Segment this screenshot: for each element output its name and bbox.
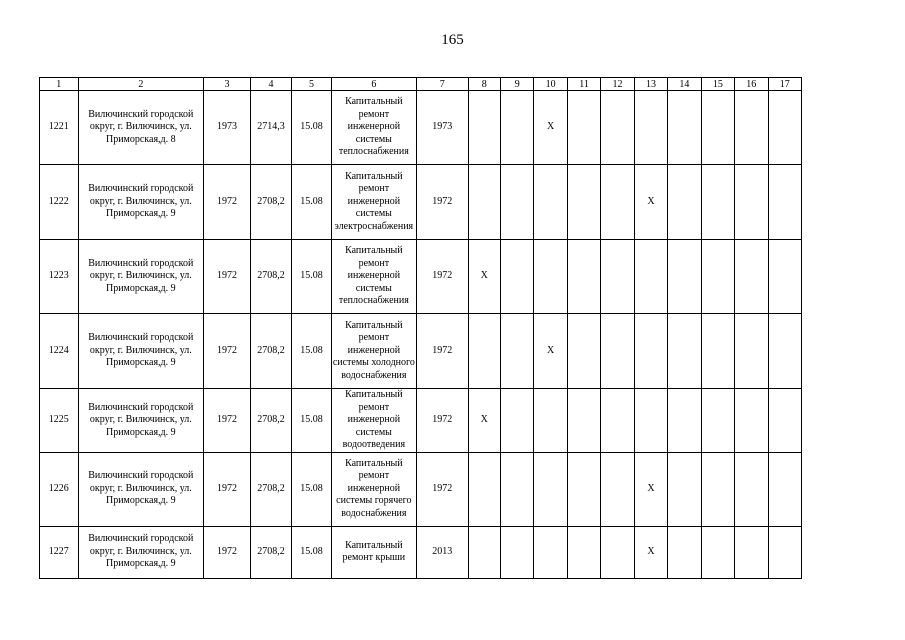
mark-cell bbox=[567, 452, 600, 526]
mark-cell bbox=[468, 314, 500, 389]
column-header: 4 bbox=[250, 78, 292, 91]
table-row bbox=[40, 165, 802, 240]
mark-cell bbox=[634, 240, 667, 314]
mark-cell bbox=[634, 91, 667, 165]
table-row bbox=[40, 526, 802, 578]
col5-cell: 15.08 bbox=[292, 165, 332, 240]
address-cell: Вилючинский городской округ, г. Вилючинск, ул. Приморская,д. 9 bbox=[78, 314, 204, 389]
year-cell: 1972 bbox=[416, 314, 468, 389]
area-cell: 2714,3 bbox=[250, 91, 292, 165]
mark-cell: X bbox=[634, 452, 667, 526]
mark-cell bbox=[601, 240, 634, 314]
mark-cell bbox=[735, 314, 768, 389]
area-cell: 2708,2 bbox=[250, 165, 292, 240]
mark-cell: X bbox=[534, 314, 567, 389]
area-cell: 2708,2 bbox=[250, 526, 292, 578]
col5-cell: 15.08 bbox=[292, 526, 332, 578]
column-header: 11 bbox=[567, 78, 600, 91]
mark-cell bbox=[668, 91, 701, 165]
row-number-cell: 1226 bbox=[40, 452, 79, 526]
mark-cell bbox=[768, 240, 802, 314]
table-row bbox=[40, 389, 802, 453]
mark-cell bbox=[468, 526, 500, 578]
table-row bbox=[40, 91, 802, 165]
work-type-cell: Капитальный ремонт инженерной системы теплоснабжения bbox=[331, 240, 416, 314]
address-cell: Вилючинский городской округ, г. Вилючинск, ул. Приморская,д. 9 bbox=[78, 240, 204, 314]
col5-cell: 15.08 bbox=[292, 240, 332, 314]
col5-cell: 15.08 bbox=[292, 452, 332, 526]
mark-cell bbox=[668, 389, 701, 453]
area-cell: 2708,2 bbox=[250, 452, 292, 526]
mark-cell bbox=[634, 389, 667, 453]
mark-cell bbox=[468, 452, 500, 526]
mark-cell bbox=[668, 314, 701, 389]
mark-cell bbox=[501, 526, 534, 578]
mark-cell: X bbox=[468, 240, 500, 314]
work-type-cell: Капитальный ремонт инженерной системы теплоснабжения bbox=[331, 91, 416, 165]
mark-cell bbox=[501, 91, 534, 165]
year-built-cell: 1973 bbox=[204, 91, 251, 165]
mark-cell bbox=[634, 314, 667, 389]
mark-cell bbox=[735, 240, 768, 314]
mark-cell bbox=[567, 389, 600, 453]
mark-cell bbox=[501, 452, 534, 526]
table-row bbox=[40, 314, 802, 389]
mark-cell: X bbox=[468, 389, 500, 453]
column-header: 9 bbox=[501, 78, 534, 91]
year-built-cell: 1972 bbox=[204, 526, 251, 578]
page-number: 165 bbox=[441, 32, 464, 48]
mark-cell bbox=[735, 91, 768, 165]
mark-cell bbox=[701, 165, 734, 240]
mark-cell bbox=[735, 389, 768, 453]
mark-cell bbox=[534, 389, 567, 453]
mark-cell bbox=[735, 526, 768, 578]
table-row bbox=[40, 452, 802, 526]
year-built-cell: 1972 bbox=[204, 165, 251, 240]
column-header: 8 bbox=[468, 78, 500, 91]
address-cell: Вилючинский городской округ, г. Вилючинск, ул. Приморская,д. 9 bbox=[78, 452, 204, 526]
repair-schedule-table bbox=[39, 77, 802, 579]
col5-cell: 15.08 bbox=[292, 91, 332, 165]
year-cell: 1972 bbox=[416, 452, 468, 526]
mark-cell bbox=[534, 165, 567, 240]
mark-cell bbox=[601, 526, 634, 578]
year-cell: 1972 bbox=[416, 165, 468, 240]
column-header: 3 bbox=[204, 78, 251, 91]
column-header: 12 bbox=[601, 78, 634, 91]
column-header: 6 bbox=[331, 78, 416, 91]
mark-cell bbox=[668, 165, 701, 240]
mark-cell bbox=[534, 526, 567, 578]
work-type-cell: Капитальный ремонт крыши bbox=[331, 526, 416, 578]
mark-cell bbox=[601, 91, 634, 165]
row-number-cell: 1227 bbox=[40, 526, 79, 578]
mark-cell bbox=[601, 452, 634, 526]
mark-cell bbox=[501, 314, 534, 389]
mark-cell bbox=[735, 165, 768, 240]
mark-cell bbox=[501, 165, 534, 240]
mark-cell bbox=[567, 526, 600, 578]
work-type-cell: Капитальный ремонт инженерной системы водоотведения bbox=[331, 389, 416, 453]
mark-cell bbox=[567, 91, 600, 165]
mark-cell bbox=[501, 389, 534, 453]
mark-cell bbox=[768, 526, 802, 578]
mark-cell bbox=[567, 165, 600, 240]
row-number-cell: 1225 bbox=[40, 389, 79, 453]
row-number-cell: 1221 bbox=[40, 91, 79, 165]
column-header: 1 bbox=[40, 78, 79, 91]
mark-cell bbox=[701, 240, 734, 314]
address-cell: Вилючинский городской округ, г. Вилючинск, ул. Приморская,д. 9 bbox=[78, 389, 204, 453]
column-header: 16 bbox=[735, 78, 768, 91]
mark-cell bbox=[701, 452, 734, 526]
col5-cell: 15.08 bbox=[292, 314, 332, 389]
mark-cell bbox=[668, 240, 701, 314]
mark-cell bbox=[768, 389, 802, 453]
mark-cell bbox=[768, 314, 802, 389]
mark-cell bbox=[601, 389, 634, 453]
mark-cell: X bbox=[634, 526, 667, 578]
address-cell: Вилючинский городской округ, г. Вилючинск, ул. Приморская,д. 8 bbox=[78, 91, 204, 165]
col5-cell: 15.08 bbox=[292, 389, 332, 453]
mark-cell bbox=[567, 314, 600, 389]
area-cell: 2708,2 bbox=[250, 389, 292, 453]
mark-cell bbox=[534, 452, 567, 526]
column-header: 10 bbox=[534, 78, 567, 91]
mark-cell bbox=[701, 91, 734, 165]
address-cell: Вилючинский городской округ, г. Вилючинск, ул. Приморская,д. 9 bbox=[78, 165, 204, 240]
mark-cell bbox=[768, 165, 802, 240]
mark-cell bbox=[768, 452, 802, 526]
column-header: 5 bbox=[292, 78, 332, 91]
column-header: 7 bbox=[416, 78, 468, 91]
year-built-cell: 1972 bbox=[204, 389, 251, 453]
year-built-cell: 1972 bbox=[204, 240, 251, 314]
mark-cell bbox=[668, 452, 701, 526]
year-cell: 1972 bbox=[416, 240, 468, 314]
mark-cell bbox=[534, 240, 567, 314]
header-row bbox=[40, 78, 802, 91]
mark-cell: X bbox=[634, 165, 667, 240]
area-cell: 2708,2 bbox=[250, 240, 292, 314]
row-number-cell: 1224 bbox=[40, 314, 79, 389]
mark-cell bbox=[701, 389, 734, 453]
row-number-cell: 1222 bbox=[40, 165, 79, 240]
mark-cell bbox=[601, 314, 634, 389]
column-header: 15 bbox=[701, 78, 734, 91]
mark-cell: X bbox=[534, 91, 567, 165]
address-cell: Вилючинский городской округ, г. Вилючинск, ул. Приморская,д. 9 bbox=[78, 526, 204, 578]
mark-cell bbox=[601, 165, 634, 240]
mark-cell bbox=[701, 526, 734, 578]
column-header: 13 bbox=[634, 78, 667, 91]
column-header: 2 bbox=[78, 78, 204, 91]
mark-cell bbox=[668, 526, 701, 578]
column-header: 17 bbox=[768, 78, 802, 91]
work-type-cell: Капитальный ремонт инженерной системы горячего водоснабжения bbox=[331, 452, 416, 526]
mark-cell bbox=[468, 165, 500, 240]
mark-cell bbox=[567, 240, 600, 314]
mark-cell bbox=[701, 314, 734, 389]
mark-cell bbox=[501, 240, 534, 314]
mark-cell bbox=[735, 452, 768, 526]
table-row bbox=[40, 240, 802, 314]
year-cell: 2013 bbox=[416, 526, 468, 578]
year-cell: 1973 bbox=[416, 91, 468, 165]
year-built-cell: 1972 bbox=[204, 314, 251, 389]
work-type-cell: Капитальный ремонт инженерной системы электроснабжения bbox=[331, 165, 416, 240]
mark-cell bbox=[768, 91, 802, 165]
mark-cell bbox=[468, 91, 500, 165]
work-type-cell: Капитальный ремонт инженерной системы холодного водоснабжения bbox=[331, 314, 416, 389]
row-number-cell: 1223 bbox=[40, 240, 79, 314]
year-cell: 1972 bbox=[416, 389, 468, 453]
area-cell: 2708,2 bbox=[250, 314, 292, 389]
year-built-cell: 1972 bbox=[204, 452, 251, 526]
column-header: 14 bbox=[668, 78, 701, 91]
